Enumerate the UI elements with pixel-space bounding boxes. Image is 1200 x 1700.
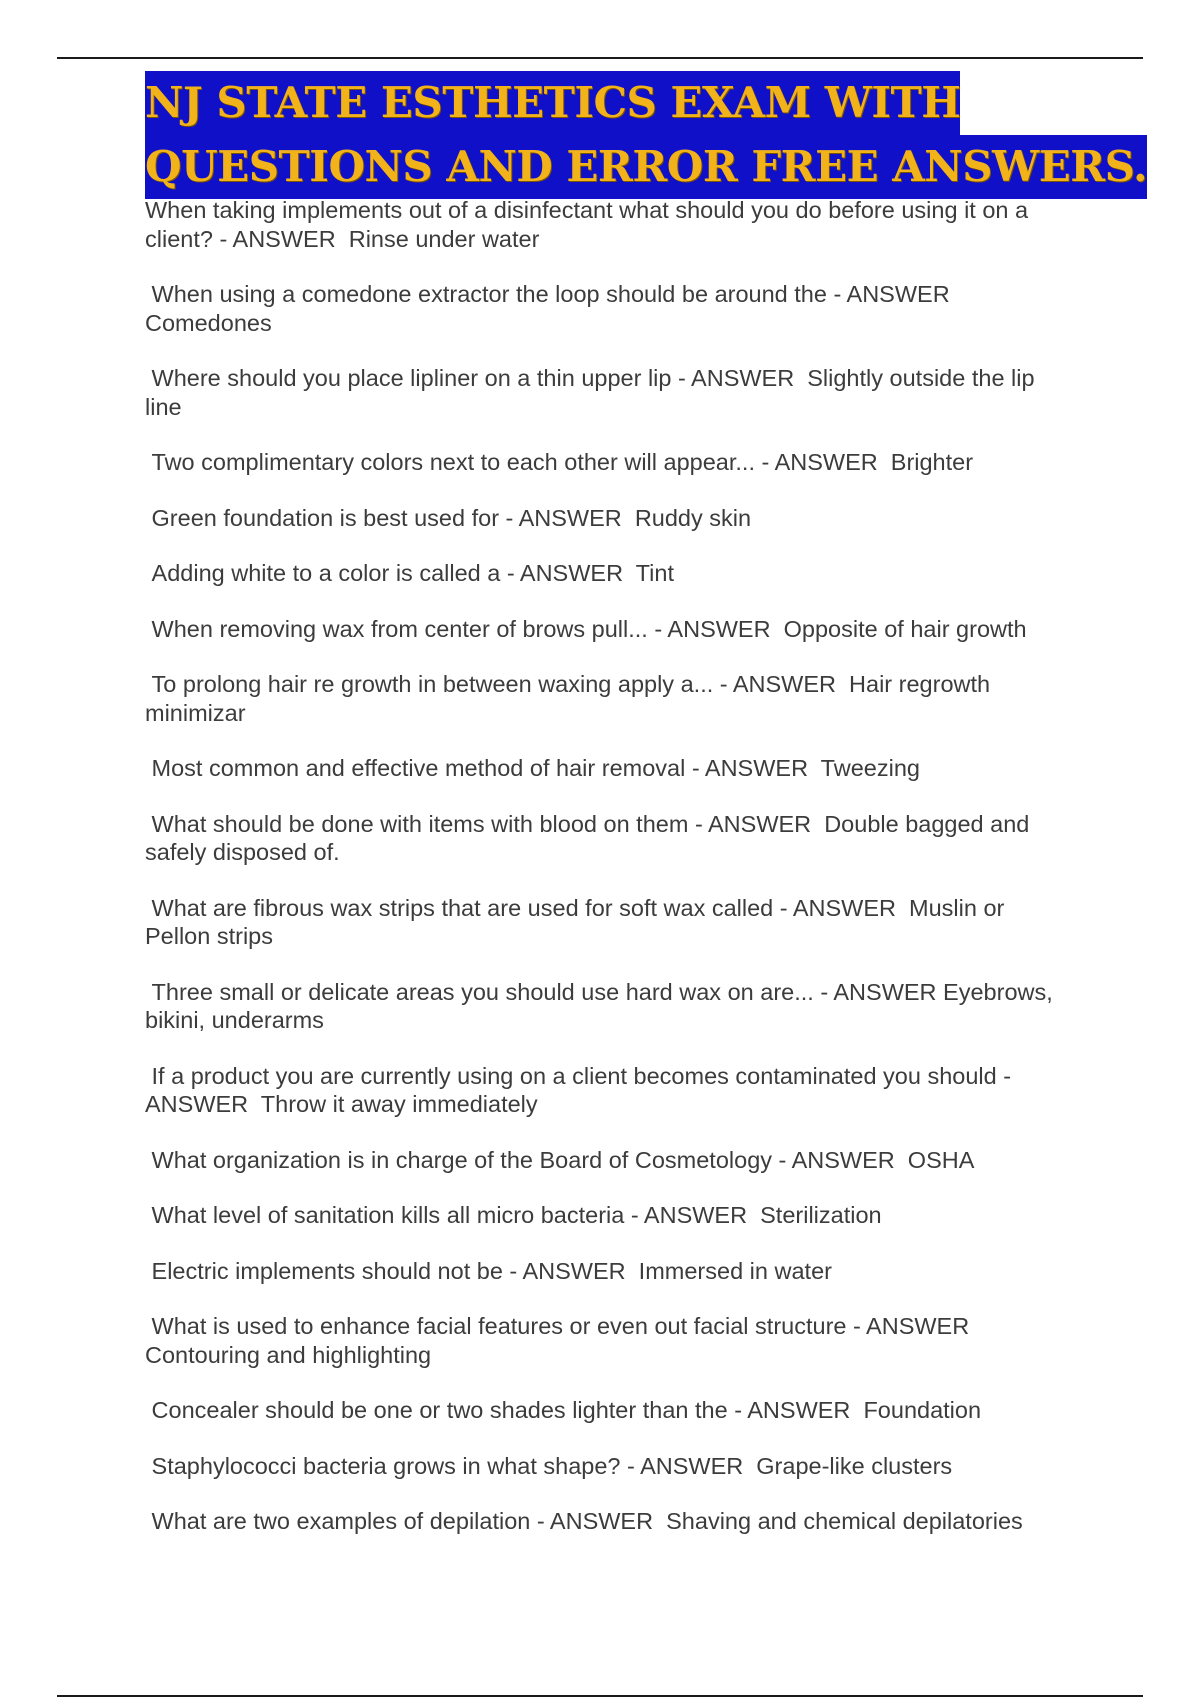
qa-item: What level of sanitation kills all micro bacteria - ANSWER Sterilization bbox=[145, 1202, 882, 1228]
qa-item: What is used to enhance facial features or even out facial structure - ANSWER Contouring and highlighting bbox=[145, 1313, 976, 1368]
qa-item: When using a comedone extractor the loop should be around the - ANSWER Comedones bbox=[145, 281, 957, 336]
bottom-rule bbox=[57, 1695, 1143, 1697]
title-line-2: QUESTIONS AND ERROR FREE ANSWERS. bbox=[145, 135, 1147, 199]
qa-item: Three small or delicate areas you should use hard wax on are... - ANSWER Eyebrows, bikini, underarms bbox=[145, 978, 1060, 1033]
qa-item: If a product you are currently using on a client becomes contaminated you should - ANSWER Throw it away immediately bbox=[145, 1062, 1017, 1117]
qa-item: What organization is in charge of the Board of Cosmetology - ANSWER OSHA bbox=[145, 1146, 975, 1173]
qa-item: Green foundation is best used for - ANSWER Ruddy skin bbox=[145, 504, 752, 531]
qa-item: When taking implements out of a disinfectant what should you do before using it on a client? - ANSWER Rinse under water bbox=[145, 197, 1035, 252]
qa-item: Most common and effective method of hair removal - ANSWER Tweezing bbox=[145, 755, 920, 781]
question-answer-list bbox=[145, 196, 1060, 1563]
document-title bbox=[145, 71, 1147, 199]
qa-item: Staphylococci bacteria grows in what shape? - ANSWER Grape-like clusters bbox=[145, 1452, 953, 1479]
qa-item: What are two examples of depilation - ANSWER Shaving and chemical depilatories bbox=[145, 1508, 1023, 1534]
qa-item: Two complimentary colors next to each other will appear... - ANSWER Brighter bbox=[145, 449, 974, 475]
qa-item: Electric implements should not be - ANSWER Immersed in water bbox=[145, 1257, 832, 1284]
title-line-1: NJ STATE ESTHETICS EXAM WITH bbox=[145, 71, 960, 135]
qa-item: What should be done with items with blood on them - ANSWER Double bagged and safely disposed of. bbox=[145, 810, 1036, 865]
qa-item: What are fibrous wax strips that are used for soft wax called - ANSWER Muslin or Pellon strips bbox=[145, 894, 1011, 949]
qa-item: When removing wax from center of brows pull... - ANSWER Opposite of hair growth bbox=[145, 615, 1027, 642]
qa-item: Adding white to a color is called a - ANSWER Tint bbox=[145, 560, 674, 586]
qa-item: To prolong hair re growth in between waxing apply a... - ANSWER Hair regrowth minimizar bbox=[145, 671, 997, 726]
qa-item: Concealer should be one or two shades lighter than the - ANSWER Foundation bbox=[145, 1397, 982, 1423]
top-rule bbox=[57, 57, 1143, 59]
qa-item: Where should you place lipliner on a thin upper lip - ANSWER Slightly outside the lip line bbox=[145, 365, 1042, 420]
